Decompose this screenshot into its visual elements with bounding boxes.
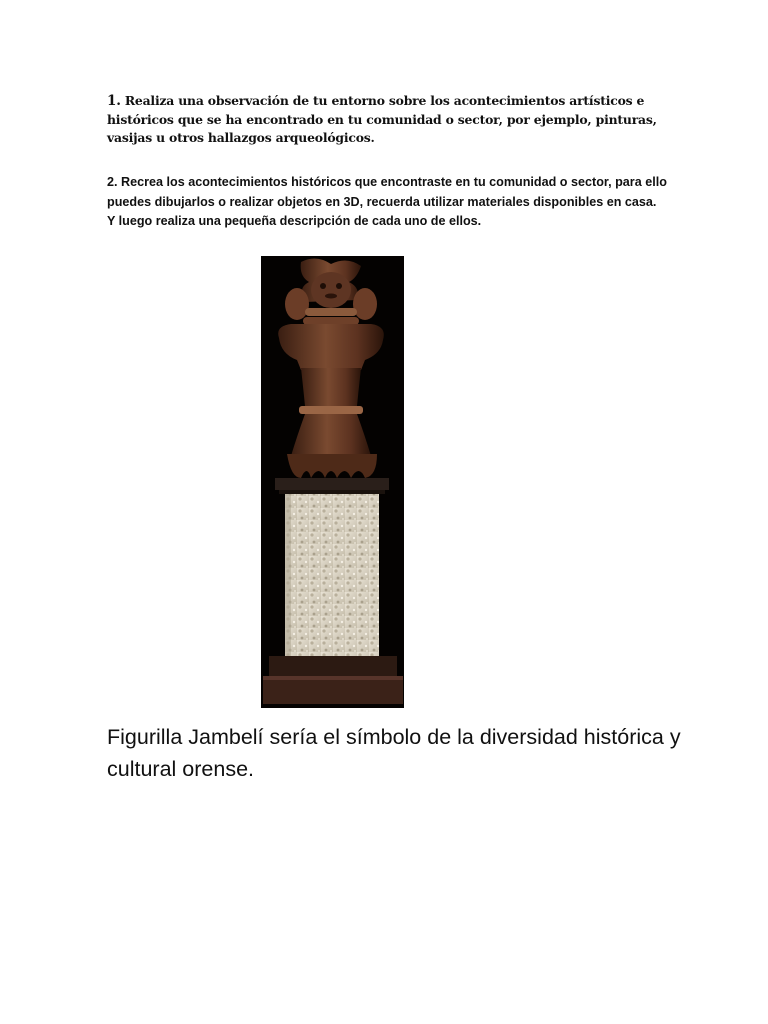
question-2-number: 2. [107,175,118,189]
question-2-text: Recrea los acontecimientos históricos que encontraste en tu comunidad o sector, para ello puedes dibujarlos o realizar objetos en 3D, recuerda utilizar materiales disponibles en casa. Y luego realiza una pequeña descripción de cada uno de ellos. [107,175,667,228]
figurine-illustration [261,256,404,708]
question-1-number: 1. [107,93,121,109]
question-1 [107,92,667,148]
question-1-text: Realiza una observación de tu entorno sobre los acontecimientos artísticos e históricos que se ha encontrado en tu comunidad o sector, por ejemplo, pinturas, vasijas u otros hallazgos arqueológicos. [107,93,657,145]
question-2 [107,173,667,232]
figure-caption: Figurilla Jambelí sería el símbolo de la diversidad histórica y cultural orense. [107,725,681,781]
figurine-photo [261,256,404,708]
